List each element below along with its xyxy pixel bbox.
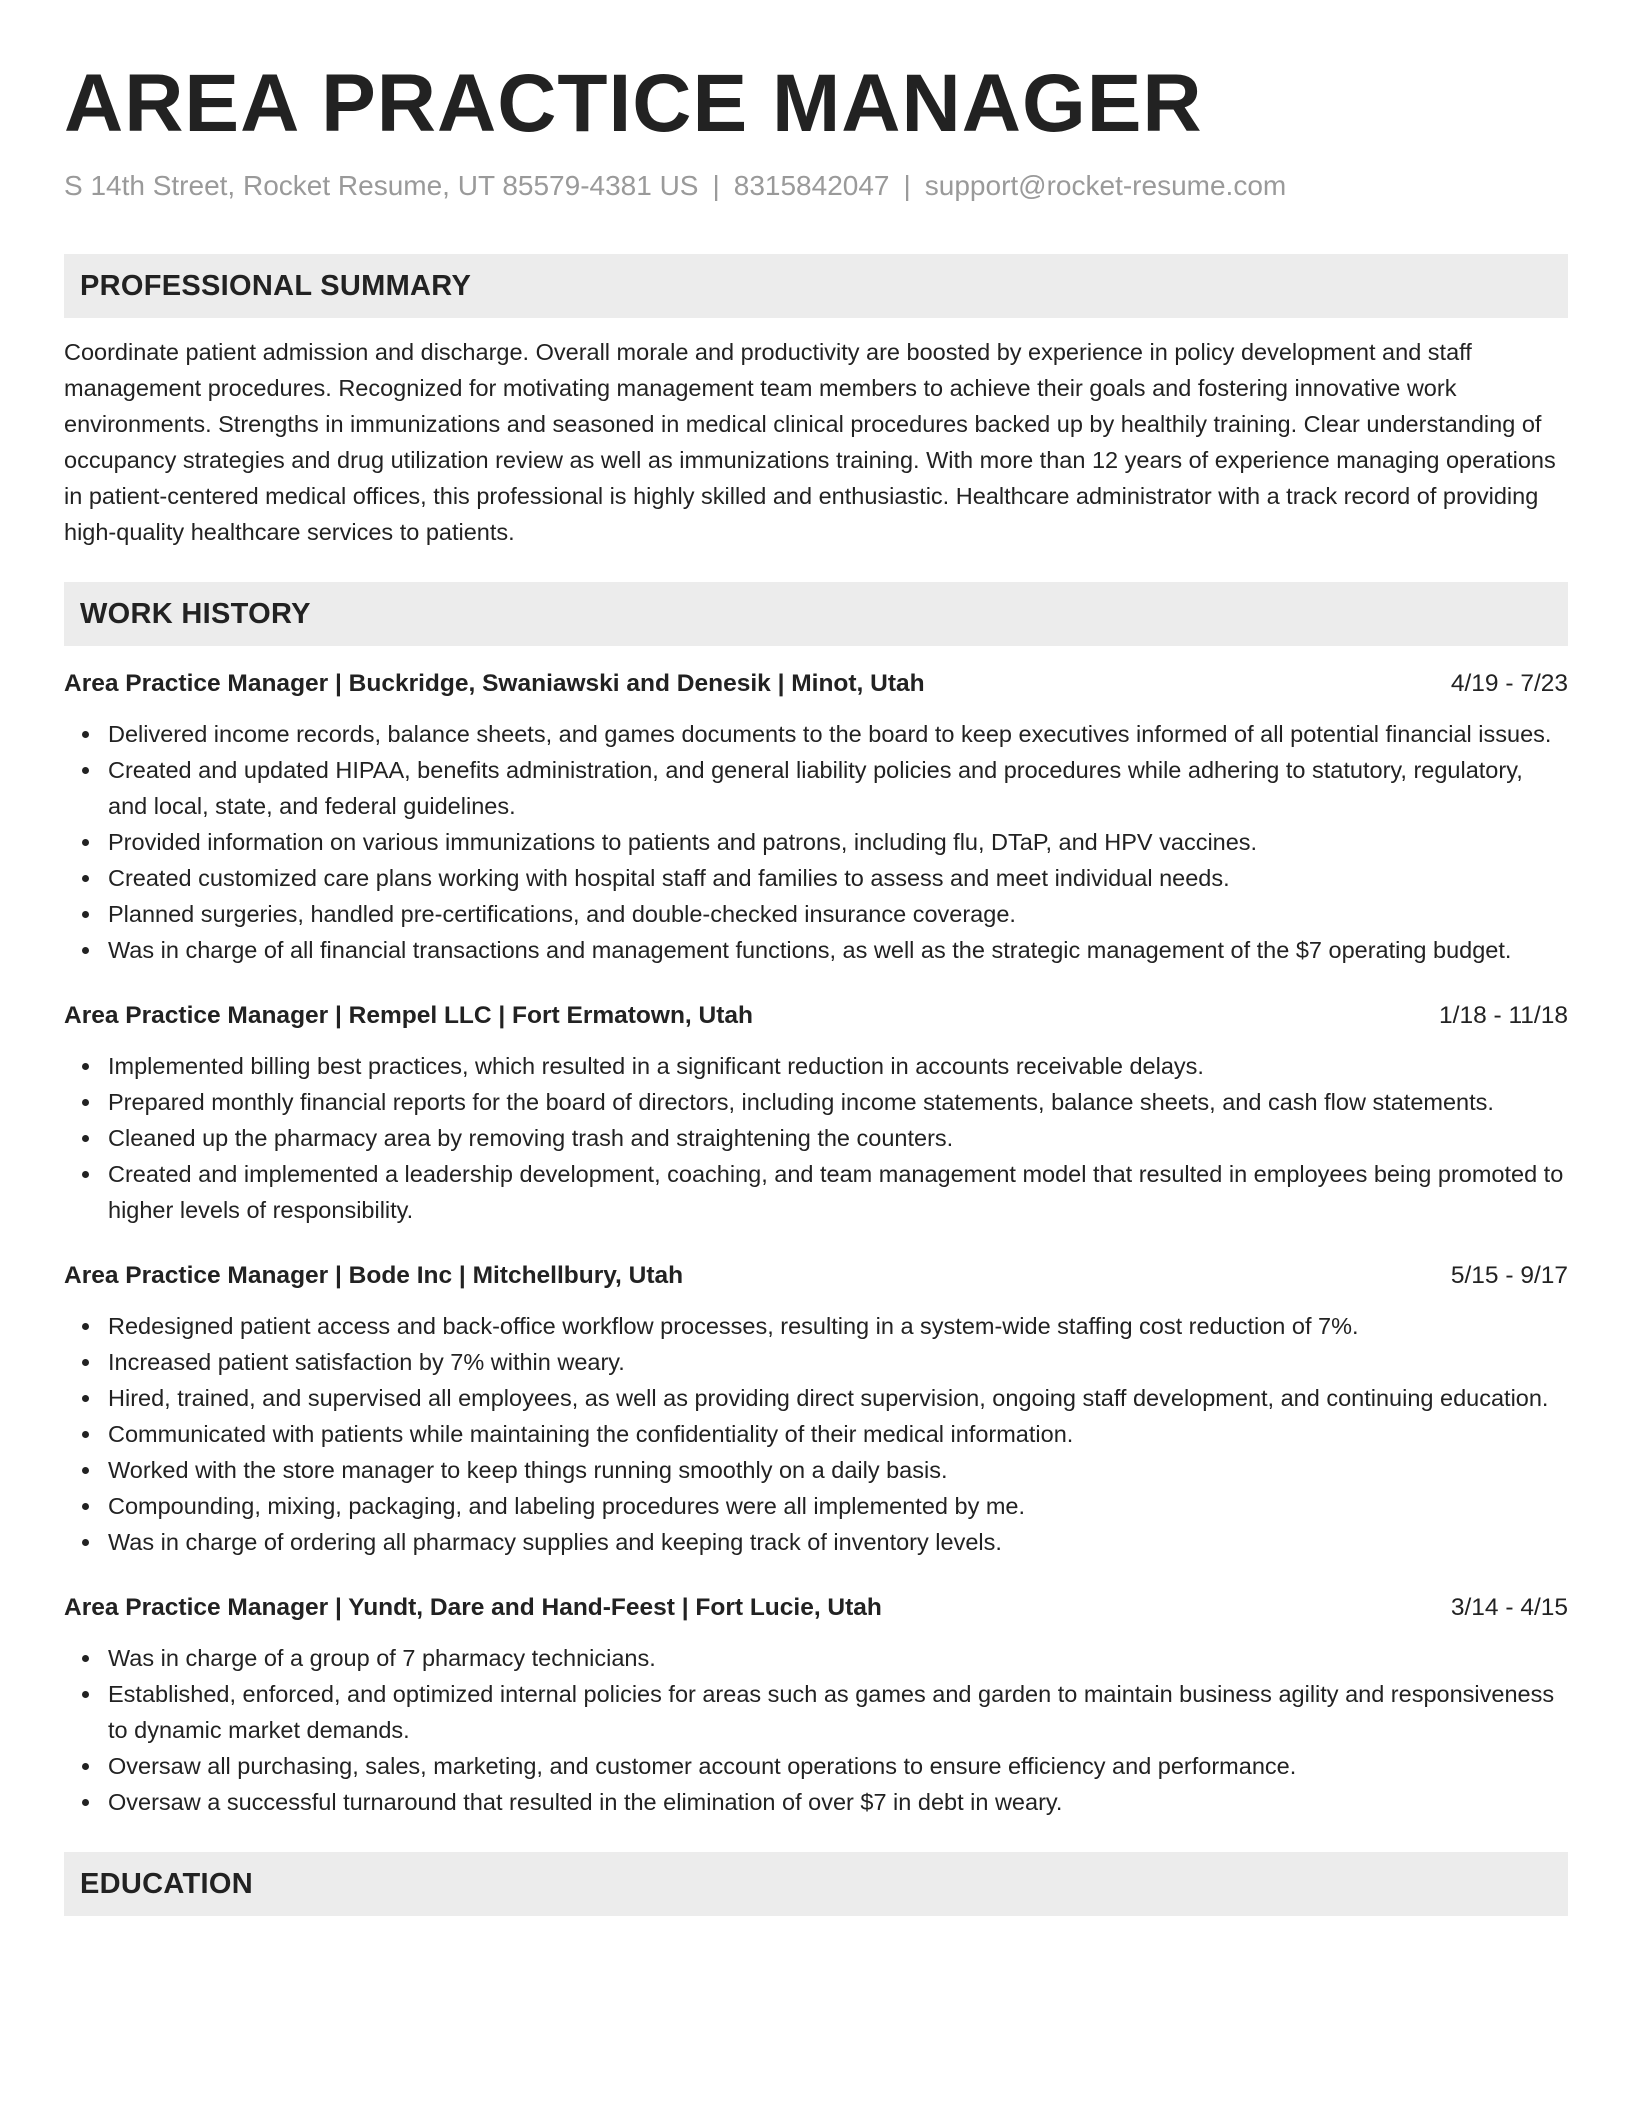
job-dates: 4/19 - 7/23 <box>1450 670 1568 697</box>
contact-email: support@rocket-resume.com <box>924 170 1287 201</box>
job-bullet: Cleaned up the pharmacy area by removing trash and straightening the counters. <box>108 1120 1568 1156</box>
job-bullet: Created and implemented a leadership development, coaching, and team management model that resulted in employees being promoted to higher levels of responsibility. <box>108 1156 1568 1228</box>
job-bullet: Created and updated HIPAA, benefits administration, and general liability policies and procedures while adhering to statutory, regulatory, and local, state, and federal guidelines. <box>108 752 1568 824</box>
job-bullet: Communicated with patients while maintaining the confidentiality of their medical information. <box>108 1416 1568 1452</box>
contact-address: S 14th Street, Rocket Resume, UT 85579-4381 US <box>64 170 699 201</box>
job-bullet: Planned surgeries, handled pre-certifications, and double-checked insurance coverage. <box>108 896 1568 932</box>
job-bullet: Increased patient satisfaction by 7% within weary. <box>108 1344 1568 1380</box>
job-bullet: Provided information on various immunizations to patients and patrons, including flu, DTaP, and HPV vaccines. <box>108 824 1568 860</box>
job-title: Area Practice Manager | Yundt, Dare and Hand-Feest | Fort Lucie, Utah <box>64 1594 882 1621</box>
job-header <box>64 1258 1568 1294</box>
job-bullets <box>64 1048 1568 1228</box>
job-bullet: Oversaw all purchasing, sales, marketing, and customer account operations to ensure efficiency and performance. <box>108 1748 1568 1784</box>
job-title: Area Practice Manager | Buckridge, Swaniawski and Denesik | Minot, Utah <box>64 670 925 697</box>
resume-title: AREA PRACTICE MANAGER <box>64 58 1203 149</box>
job-bullet: Redesigned patient access and back-office workflow processes, resulting in a system-wide staffing cost reduction of 7%. <box>108 1308 1568 1344</box>
job-bullet: Oversaw a successful turnaround that resulted in the elimination of over $7 in debt in weary. <box>108 1784 1568 1820</box>
job-bullets <box>64 716 1568 968</box>
contact-separator: | <box>712 170 720 201</box>
summary-text: Coordinate patient admission and discharge. Overall morale and productivity are boosted by experience in policy development and staff management procedures. Recognized for motivating management team members to achieve their goals and fostering innovative work environments. Strengths in immunizations and seasoned in medical clinical procedures backed up by healthily training. Clear understanding of occupancy strategies and drug utilization review as well as immunizations training. With more than 12 years of experience managing operations in patient-centered medical offices, this professional is highly skilled and enthusiastic. Healthcare administrator with a track record of providing high-quality healthcare services to patients. <box>64 339 1556 545</box>
job-bullet: Was in charge of ordering all pharmacy supplies and keeping track of inventory levels. <box>108 1524 1568 1560</box>
job-bullet: Hired, trained, and supervised all employees, as well as providing direct supervision, ongoing staff development, and continuing education. <box>108 1380 1568 1416</box>
job-bullets <box>64 1308 1568 1560</box>
job-entry <box>64 666 1568 968</box>
job-dates: 3/14 - 4/15 <box>1450 1594 1568 1621</box>
job-entry <box>64 1590 1568 1820</box>
section-header-education: EDUCATION <box>64 1852 1568 1916</box>
section-header-summary: PROFESSIONAL SUMMARY <box>64 254 1568 318</box>
job-bullet: Compounding, mixing, packaging, and labeling procedures were all implemented by me. <box>108 1488 1568 1524</box>
job-dates: 5/15 - 9/17 <box>1450 1262 1568 1289</box>
job-bullet: Was in charge of all financial transactions and management functions, as well as the strategic management of the $7 operating budget. <box>108 932 1568 968</box>
job-bullet: Prepared monthly financial reports for the board of directors, including income statements, balance sheets, and cash flow statements. <box>108 1084 1568 1120</box>
job-bullet: Implemented billing best practices, which resulted in a significant reduction in accounts receivable delays. <box>108 1048 1568 1084</box>
job-title: Area Practice Manager | Bode Inc | Mitchellbury, Utah <box>64 1262 684 1289</box>
contact-phone: 8315842047 <box>733 170 890 201</box>
job-header <box>64 998 1568 1034</box>
job-title: Area Practice Manager | Rempel LLC | Fort Ermatown, Utah <box>64 1002 753 1029</box>
job-bullet: Created customized care plans working with hospital staff and families to assess and meet individual needs. <box>108 860 1568 896</box>
job-bullets <box>64 1640 1568 1820</box>
contact-separator: | <box>903 170 911 201</box>
job-header <box>64 666 1568 702</box>
job-dates: 1/18 - 11/18 <box>1439 1002 1568 1029</box>
job-bullet: Established, enforced, and optimized internal policies for areas such as games and garden to maintain business agility and responsiveness to dynamic market demands. <box>108 1676 1568 1748</box>
job-bullet: Was in charge of a group of 7 pharmacy technicians. <box>108 1640 1568 1676</box>
section-header-work-history: WORK HISTORY <box>64 582 1568 646</box>
job-header <box>64 1590 1568 1626</box>
job-entry <box>64 998 1568 1228</box>
contact-line <box>64 168 1568 204</box>
job-entry <box>64 1258 1568 1560</box>
job-bullet: Delivered income records, balance sheets, and games documents to the board to keep executives informed of all potential financial issues. <box>108 716 1568 752</box>
job-bullet: Worked with the store manager to keep things running smoothly on a daily basis. <box>108 1452 1568 1488</box>
